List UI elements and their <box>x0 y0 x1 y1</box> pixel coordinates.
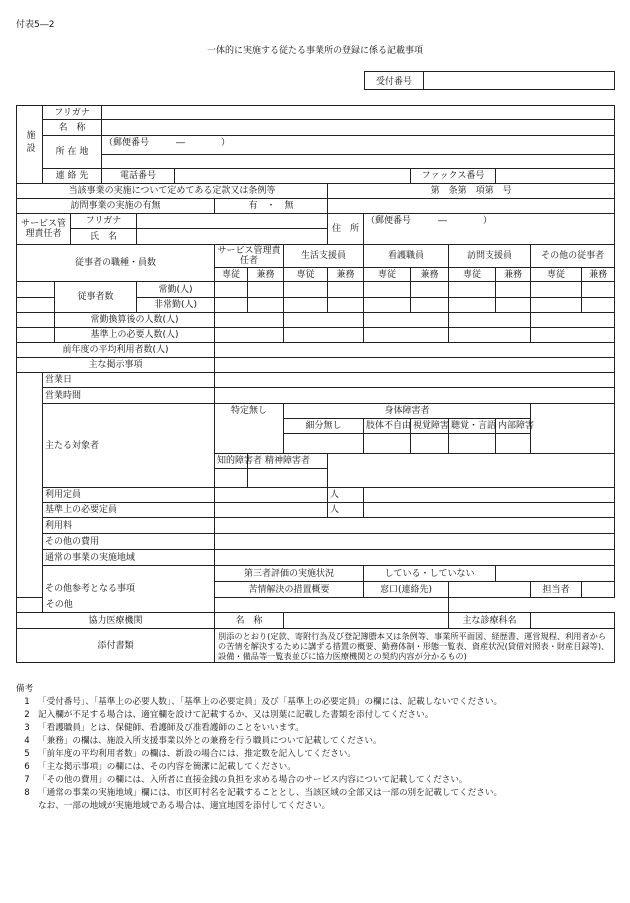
staff-blank <box>17 298 55 313</box>
facility-address-field[interactable] <box>102 155 615 169</box>
receipt-number-field[interactable] <box>424 72 614 89</box>
staff-cell[interactable] <box>284 282 328 298</box>
note-item: 6 「主な掲示事項」の欄には、その内容を簡潔に記載してください。 <box>24 762 296 772</box>
staff-cell[interactable] <box>582 298 615 313</box>
facility-furigana-field[interactable] <box>102 106 615 120</box>
facility-group-label: 施設 <box>17 106 43 184</box>
fax-label: ファックス番号 <box>411 169 496 184</box>
fte-field[interactable] <box>284 313 364 328</box>
medical-name-label: 名 称 <box>215 613 284 629</box>
required-field[interactable] <box>364 328 449 343</box>
fte-field[interactable] <box>215 313 284 328</box>
staff-blank <box>17 328 55 343</box>
business-side-blank <box>17 373 43 598</box>
rules-field[interactable]: 第 条第 項第 号 <box>328 184 615 199</box>
receipt-number-box <box>364 71 615 90</box>
fee-field[interactable] <box>215 518 615 534</box>
mental-label: 精神障害者 <box>248 454 328 469</box>
note-item: 7 「その他の費用」の欄には、入所者に直接金銭の負担を求める場合のサービス内容について記載してください。 <box>24 775 468 785</box>
full-time-label: 専従 <box>531 268 582 282</box>
required-field[interactable] <box>215 328 284 343</box>
physical-label: 身体障害者 <box>284 404 531 419</box>
medical-label: 協力医療機関 <box>17 613 215 629</box>
staff-cell[interactable] <box>531 298 582 313</box>
staff-cell[interactable] <box>248 282 284 298</box>
complaint-window-field[interactable] <box>449 582 531 598</box>
capacity-field[interactable] <box>215 488 328 503</box>
physical-internal: 内部障害 <box>496 419 531 434</box>
required-capacity-label: 基準上の必要定員 <box>43 503 215 518</box>
physical-limb: 肢体不自由 <box>364 419 411 434</box>
intellectual-cell[interactable] <box>215 469 248 488</box>
facility-address-label: 所 在 地 <box>43 136 102 169</box>
visit-label: 訪問事業の実施の有無 <box>17 199 215 214</box>
attachments-label: 添付書類 <box>17 629 215 663</box>
staff-cell[interactable] <box>582 282 615 298</box>
manager-address-field[interactable]: （郵便番号 ― ） <box>364 214 615 245</box>
physical-cell[interactable] <box>449 434 496 454</box>
facility-furigana-label: フリガナ <box>43 106 102 120</box>
note-item: 2 記入欄が不足する場合は、適宜欄を設けて記載するか、又は別葉に記載した書類を添付してください。 <box>24 710 434 720</box>
manager-name-field[interactable] <box>137 229 328 245</box>
staff-cell[interactable] <box>328 282 364 298</box>
concurrent-label: 兼務 <box>582 268 615 282</box>
business-hours-field[interactable] <box>215 388 615 404</box>
attachments-text: 別添のとおり(定款、寄附行為及び登記簿謄本又は条例等、事業所平面図、経歴書、運営規程、利用者からの苦情を解決するために講ずる措置の概要、勤務体制・形態一覧表、資産状況(貸借対照表・財産目録等)、設備・備品等一覧表並びに協力医療機関との契約内容が分かるもの) <box>215 629 615 663</box>
reference-label: その他参考となる事項 <box>43 566 215 613</box>
note-item: 5 「前年度の平均利用者数」の欄は、新設の場合には、推定数を記入してください。 <box>24 749 356 759</box>
concurrent-label: 兼務 <box>411 268 449 282</box>
annex-number: 付表5―2 <box>16 20 55 30</box>
staff-blank <box>17 282 55 298</box>
other-fees-label: その他の費用 <box>43 534 215 550</box>
physical-cell[interactable] <box>364 434 411 454</box>
business-hours-label: 営業時間 <box>43 388 215 404</box>
fax-field[interactable] <box>496 169 615 184</box>
facility-postal-field[interactable]: （郵便番号 ― ） <box>102 136 615 155</box>
staff-cell[interactable] <box>364 282 411 298</box>
targets-label: 主たる対象者 <box>43 404 215 488</box>
avg-users-label: 前年度の平均利用者数(人) <box>17 343 215 358</box>
targets-lower-blank <box>328 454 615 488</box>
physical-cell[interactable] <box>284 434 364 454</box>
staff-cell[interactable] <box>284 298 328 313</box>
required-staff-label: 基準上の必要人数(人) <box>55 328 215 343</box>
note-item: 8 「通常の事業の実施地域」欄には、市区町村名を記載することとし、当該区域の全部又は一部の別を記載してください。 <box>24 788 503 798</box>
staff-blank <box>17 313 55 328</box>
required-capacity-blank <box>364 503 615 518</box>
concurrent-label: 兼務 <box>496 268 531 282</box>
medical-name-field[interactable] <box>284 613 449 629</box>
facility-name-field[interactable] <box>102 120 615 136</box>
manager-name-label: 氏 名 <box>71 229 137 245</box>
staff-cell[interactable] <box>496 298 531 313</box>
note-item: なお、一部の地域が実施地域である場合は、適宜地図を添付してください。 <box>38 801 331 811</box>
capacity-label: 利用定員 <box>43 488 215 503</box>
third-party-label: 第三者評価の実施状況 <box>215 566 364 582</box>
notes-section <box>16 683 616 813</box>
avg-users-field[interactable] <box>215 343 615 358</box>
capacity-blank <box>364 488 615 503</box>
complaints-label: 苦情解決の措置概要 <box>215 582 364 598</box>
main-notice-field[interactable] <box>215 358 615 373</box>
concurrent-label: 兼務 <box>328 268 364 282</box>
staff-cell[interactable] <box>328 298 364 313</box>
staff-cell[interactable] <box>364 298 411 313</box>
reference-other-label: その他 <box>17 598 102 613</box>
staff-cell[interactable] <box>215 298 248 313</box>
physical-visual: 視覚障害 <box>411 419 449 434</box>
staff-cell[interactable] <box>449 282 496 298</box>
fee-label: 利用料 <box>43 518 215 534</box>
registration-form-table <box>16 105 615 663</box>
staff-cell[interactable] <box>531 282 582 298</box>
role-service-manager: サービス管理責任者 <box>215 245 284 268</box>
role-other: その他の従事者 <box>531 245 615 268</box>
fte-field[interactable] <box>531 313 615 328</box>
reference-other-field[interactable] <box>215 598 449 613</box>
main-notice-label: 主な掲示事項 <box>17 358 215 373</box>
facility-contact-label: 連 絡 先 <box>43 169 102 184</box>
receipt-number-label: 受付番号 <box>365 72 424 89</box>
phone-label: 電話番号 <box>102 169 175 184</box>
fte-field[interactable] <box>449 313 531 328</box>
notes-heading: 備考 <box>16 684 34 694</box>
note-item: 1 「受付番号」、「基準上の必要人数」、「基準上の必要定員」及び「基準上の必要定員」の欄には、記載しないでください。 <box>24 697 503 707</box>
role-visit-support: 訪問支援員 <box>449 245 531 268</box>
service-area-field[interactable] <box>215 550 615 566</box>
capacity-unit: 人 <box>328 488 364 503</box>
service-area-label: 通常の事業の実施地域 <box>43 550 215 566</box>
facility-name-label: 名 称 <box>43 120 102 136</box>
required-field[interactable] <box>284 328 364 343</box>
rules-label: 当該事業の実施について定めてある定款又は条例等 <box>17 184 328 199</box>
full-time-label: 専従 <box>284 268 328 282</box>
required-field[interactable] <box>531 328 615 343</box>
full-time-label: 専従 <box>449 268 496 282</box>
other-fees-field[interactable] <box>215 534 615 550</box>
targets-right-blank <box>531 404 615 454</box>
required-capacity-field[interactable] <box>215 503 328 518</box>
complaint-window-label: 窓口(連絡先) <box>364 582 449 598</box>
physical-cell[interactable] <box>411 434 449 454</box>
note-item: 3 「看護職員」とは、保健師、看護師及び准看護師のことをいいます。 <box>24 723 304 733</box>
physical-cell[interactable] <box>496 434 531 454</box>
business-days-field[interactable] <box>215 373 615 388</box>
staff-cell[interactable] <box>449 298 496 313</box>
department-label: 主な診療科名 <box>449 613 531 629</box>
concurrent-label: 兼務 <box>248 268 284 282</box>
required-field[interactable] <box>449 328 531 343</box>
note-item: 4 「兼務」の欄は、施設入所支援事業以外との兼務を行う職員について記載してください。 <box>24 736 382 746</box>
staff-cell[interactable] <box>248 298 284 313</box>
visit-field[interactable]: 有 ・ 無 <box>215 199 328 214</box>
required-capacity-unit: 人 <box>328 503 364 518</box>
staff-cell[interactable] <box>411 282 449 298</box>
intellectual-label: 知的障害者 <box>215 454 248 469</box>
phone-field[interactable] <box>175 169 411 184</box>
staff-cell[interactable] <box>496 282 531 298</box>
staff-cell[interactable] <box>411 298 449 313</box>
visit-blank <box>328 199 615 214</box>
contact-person-field[interactable] <box>582 582 615 598</box>
staff-header-label: 従事者の職種・員数 <box>17 245 215 282</box>
form-title: 一体的に実施する従たる事業所の登録に係る記載事項 <box>206 46 423 56</box>
role-life-support: 生活支援員 <box>284 245 364 268</box>
third-party-blank <box>496 566 615 582</box>
third-party-field[interactable]: している・していない <box>364 566 496 582</box>
role-nursing: 看護職員 <box>364 245 449 268</box>
unspecified-label: 特定無し <box>215 404 284 454</box>
physical-hearing: 聴覚・言語 <box>449 419 496 434</box>
fte-field[interactable] <box>364 313 449 328</box>
manager-address-label: 住 所 <box>328 214 364 245</box>
business-days-label: 営業日 <box>43 373 215 388</box>
mental-cell[interactable] <box>248 469 328 488</box>
full-time-label: 専従 <box>364 268 411 282</box>
contact-person-label: 担当者 <box>531 582 582 598</box>
manager-furigana-field[interactable] <box>137 214 328 229</box>
fte-label: 常勤換算後の人数(人) <box>55 313 215 328</box>
physical-none: 細分無し <box>284 419 364 434</box>
irregular-label: 非常勤(人) <box>137 298 215 313</box>
full-time-label: 専従 <box>215 268 248 282</box>
staff-cell[interactable] <box>215 282 248 298</box>
manager-label: サービス管理責任者 <box>17 214 71 245</box>
staff-count-label: 従事者数 <box>55 282 137 313</box>
regular-label: 常勤(人) <box>137 282 215 298</box>
department-field[interactable] <box>531 613 615 629</box>
manager-furigana-label: フリガナ <box>71 214 137 229</box>
